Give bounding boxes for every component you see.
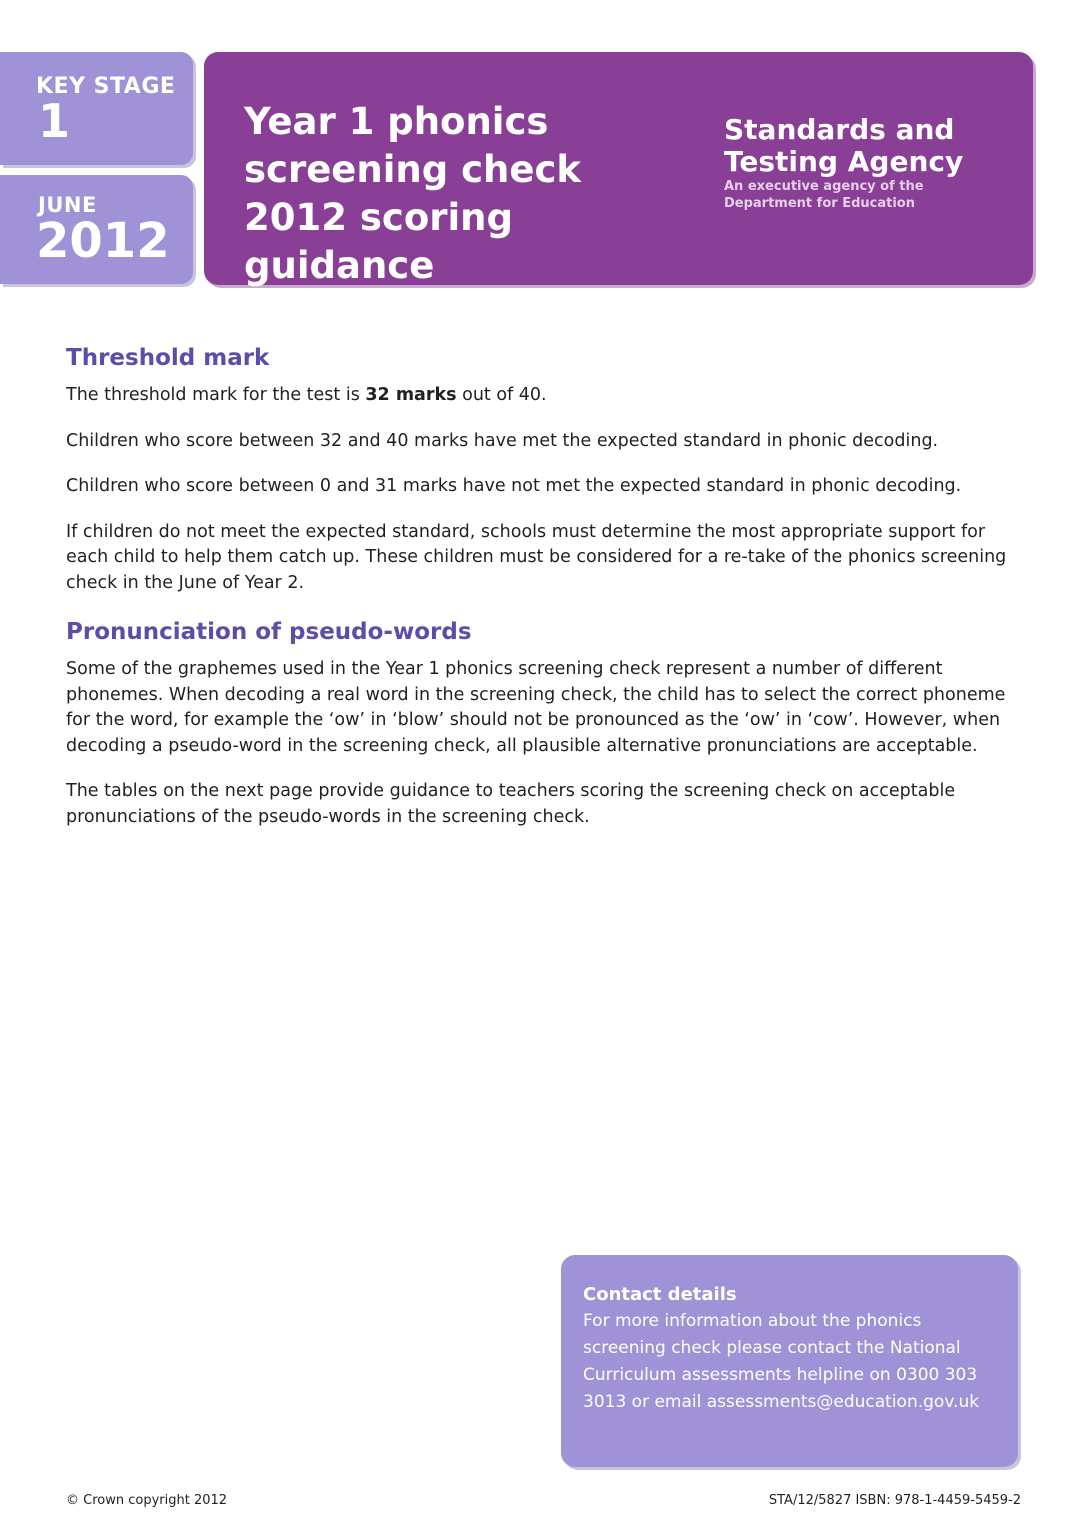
agency-logo [724,114,1024,212]
main-content [66,342,1026,850]
title-line-1: Year 1 phonics [244,100,549,143]
threshold-marks: 32 marks [365,385,457,405]
pronunciation-paragraph-1: Some of the graphemes used in the Year 1 phonics screening check represent a number of different phonemes. When decoding a real word in the screening check, the child has to select the correct phoneme for the word, for example the ‘ow’ in ‘blow’ should not be pronounced as the ‘ow’ in ‘cow’. However, when decoding a pseudo-word in the screening check, all plausible alternative pronunciations are acceptable. [66,659,1006,756]
key-stage-label: KEY STAGE [36,74,176,99]
agency-name-line-2: Testing Agency [724,145,964,178]
threshold-paragraph-3: Children who score between 0 and 31 marks have not met the expected standard in phonic decoding. [66,476,962,496]
key-stage-box [0,52,193,165]
title-line-2: screening check [244,148,582,191]
document-reference: STA/12/5827 ISBN: 978-1-4459-5459-2 [768,1493,1021,1508]
agency-name-line-1: Standards and [724,113,955,146]
contact-title: Contact details [583,1284,737,1305]
date-box [0,175,193,284]
title-line-3: 2012 scoring guidance [244,196,513,287]
agency-subtitle-line-2: Department for Education [724,196,915,211]
date-month: JUNE [38,193,97,217]
threshold-paragraph-1 [66,383,1026,409]
threshold-p1-after: out of 40. [456,385,547,405]
agency-subtitle-line-1: An executive agency of the [724,179,924,194]
pronunciation-paragraph-2: The tables on the next page provide guidance to teachers scoring the screening check on acceptable pronunciations of the pseudo-words in the screening check. [66,781,956,827]
contact-details [583,1281,1003,1416]
document-title [244,98,714,290]
threshold-paragraph-4: If children do not meet the expected standard, schools must determine the most appropriate support for each child to help them catch up. These children must be considered for a re-take of the phonics screening check in the June of Year 2. [66,521,1007,593]
date-year: 2012 [36,213,170,269]
threshold-paragraph-2: Children who score between 32 and 40 marks have met the expected standard in phonic decoding. [66,430,939,451]
contact-details-box [561,1255,1018,1467]
contact-text: For more information about the phonics screening check please contact the National Curriculum assessments helpline on 0300 303 3013 or email assessments@education.gov.uk [583,1311,980,1412]
threshold-heading: Threshold mark [66,345,270,371]
title-banner [204,52,1033,285]
threshold-p1-before: The threshold mark for the test is [66,385,366,405]
key-stage-number: 1 [38,94,71,148]
pronunciation-heading: Pronunciation of pseudo-words [66,619,472,645]
copyright-notice: © Crown copyright 2012 [66,1493,228,1508]
